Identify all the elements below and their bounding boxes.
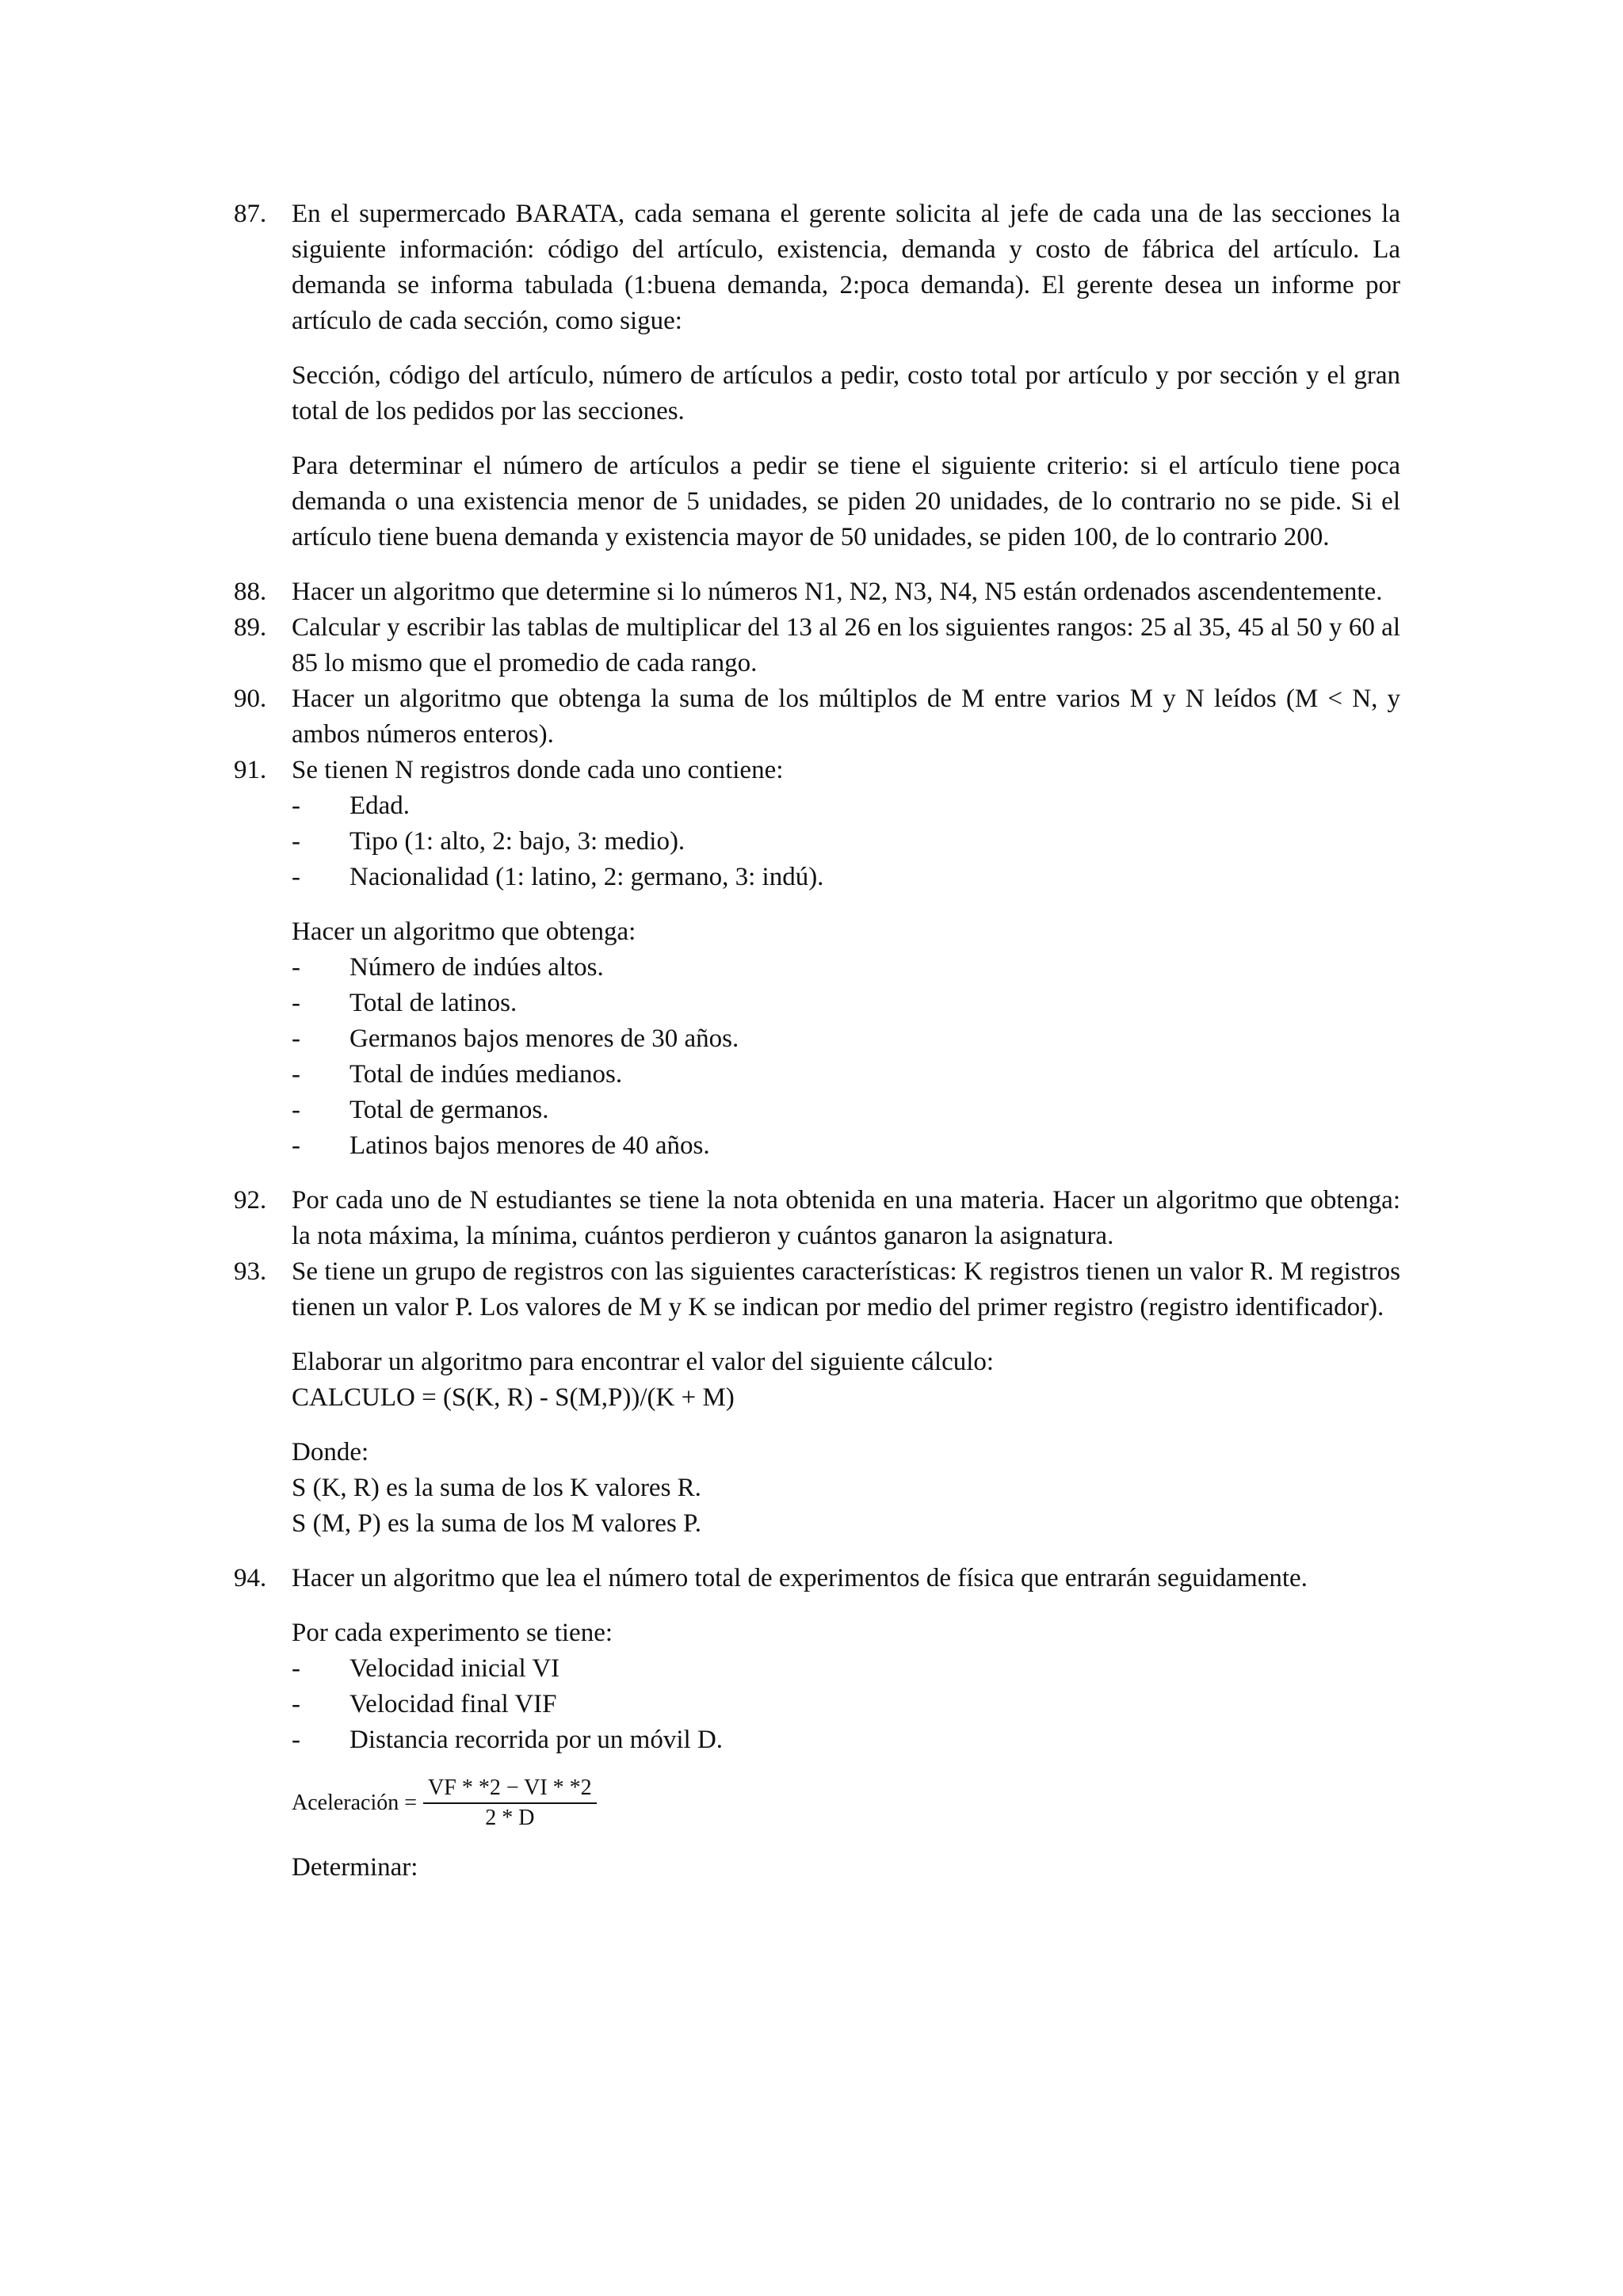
list-dash: -	[292, 1131, 300, 1160]
exercise-92	[234, 1183, 1400, 1254]
paragraph: Hacer un algoritmo que determine si lo números N1, N2, N3, N4, N5 están ordenados ascendentemente.	[292, 578, 1383, 606]
acceleration-formula	[292, 1775, 1400, 1831]
calculation-block	[292, 1344, 1400, 1416]
exercise-91	[234, 753, 1400, 1164]
list-item-text: Germanos bajos menores de 30 años.	[349, 1024, 739, 1053]
list-dash: -	[292, 1654, 300, 1683]
list-item	[292, 986, 1400, 1021]
paragraph: Se tienen N registros donde cada uno contiene:	[292, 756, 784, 784]
list-item-text: Latinos bajos menores de 40 años.	[349, 1131, 710, 1160]
calculation-formula: CALCULO = (S(K, R) - S(M,P))/(K + M)	[292, 1383, 735, 1412]
list-dash: -	[292, 1690, 300, 1718]
list-dash: -	[292, 1024, 300, 1053]
item-number: 89.	[234, 613, 267, 642]
text-line: S (K, R) es la suma de los K valores R.	[292, 1474, 701, 1502]
list-item	[292, 1093, 1400, 1128]
item-number: 93.	[234, 1257, 267, 1286]
list-item-text: Tipo (1: alto, 2: bajo, 3: medio).	[349, 827, 685, 856]
item-number: 94.	[234, 1564, 267, 1592]
paragraph: Hacer un algoritmo que obtenga:	[292, 917, 636, 946]
exercise-94	[234, 1561, 1400, 1886]
item-number: 88.	[234, 578, 267, 606]
list-item-text: Velocidad inicial VI	[349, 1654, 560, 1683]
list-dash: -	[292, 989, 300, 1017]
document-page	[234, 196, 1400, 1886]
exercise-90	[234, 681, 1400, 753]
paragraph: Hacer un algoritmo que lea el número total de experimentos de física que entrarán seguidamente.	[292, 1564, 1308, 1592]
list-dash: -	[292, 1096, 300, 1124]
list-dash: -	[292, 953, 300, 982]
text-line: S (M, P) es la suma de los M valores P.	[292, 1509, 701, 1538]
list-item	[292, 1687, 1400, 1722]
exercise-87	[234, 196, 1400, 555]
list-item-text: Velocidad final VIF	[349, 1690, 557, 1718]
item-number: 91.	[234, 756, 267, 784]
item-number: 87.	[234, 200, 267, 228]
formula-label: Aceleración =	[292, 1791, 418, 1815]
exercise-93	[234, 1254, 1400, 1542]
list-dash: -	[292, 827, 300, 856]
paragraph: Hacer un algoritmo que obtenga la suma de los múltiplos de M entre varios M y N leídos (M < N, y ambos números enteros).	[292, 685, 1400, 749]
list-item	[292, 950, 1400, 986]
list-item	[292, 1722, 1400, 1758]
paragraph: Determinar:	[292, 1853, 418, 1882]
list-item	[292, 1021, 1400, 1057]
item-number: 92.	[234, 1186, 267, 1215]
list-item	[292, 1057, 1400, 1093]
experiment-data-list	[292, 1651, 1400, 1758]
list-item-text: Nacionalidad (1: latino, 2: germano, 3: indú).	[349, 863, 824, 891]
list-item-text: Total de germanos.	[349, 1096, 549, 1124]
list-item-text: Edad.	[349, 791, 411, 820]
list-item-text: Total de indúes medianos.	[349, 1060, 623, 1089]
formula-numerator: VF * *2 − VI * *2	[423, 1775, 597, 1804]
list-item	[292, 1651, 1400, 1687]
paragraph: Se tiene un grupo de registros con las siguientes características: K registros tienen un valor R. M registros tienen un valor P. Los valores de M y K se indican por medio del primer registro (registro identificador).	[292, 1257, 1400, 1322]
list-item-text: Distancia recorrida por un móvil D.	[349, 1726, 724, 1754]
list-item-text: Número de indúes altos.	[349, 953, 604, 982]
attribute-list	[292, 788, 1400, 895]
list-item	[292, 1128, 1400, 1164]
paragraph: En el supermercado BARATA, cada semana el gerente solicita al jefe de cada una de las secciones la siguiente información: código del artículo, existencia, demanda y costo de fábrica del artículo. La demanda se informa tabulada (1:buena demanda, 2:poca demanda). El gerente desea un informe por artículo de cada sección, como sigue:	[292, 200, 1400, 335]
paragraph: Calcular y escribir las tablas de multiplicar del 13 al 26 en los siguientes rangos: 25 al 35, 45 al 50 y 60 al 85 lo mismo que el promedio de cada rango.	[292, 613, 1400, 677]
paragraph: Sección, código del artículo, número de artículos a pedir, costo total por artículo y por sección y el gran total de los pedidos por las secciones.	[292, 361, 1400, 425]
exercise-89	[234, 610, 1400, 681]
list-dash: -	[292, 1726, 300, 1754]
formula-denominator: 2 * D	[485, 1806, 535, 1830]
list-item	[292, 824, 1400, 860]
list-item-text: Total de latinos.	[349, 989, 517, 1017]
list-dash: -	[292, 863, 300, 891]
exercise-88	[234, 574, 1400, 610]
list-item	[292, 860, 1400, 895]
paragraph: Por cada experimento se tiene:	[292, 1619, 613, 1647]
text-line: Donde:	[292, 1438, 369, 1466]
list-dash: -	[292, 1060, 300, 1089]
paragraph: Para determinar el número de artículos a pedir se tiene el siguiente criterio: si el artículo tiene poca demanda o una existencia menor de 5 unidades, se piden 20 unidades, de lo contrario no se pide. Si el artículo tiene buena demanda y existencia mayor de 50 unidades, se piden 100, de lo contrario 200.	[292, 452, 1400, 551]
list-item	[292, 788, 1400, 824]
item-number: 90.	[234, 685, 267, 713]
list-dash: -	[292, 791, 300, 820]
formula-fraction	[423, 1775, 597, 1831]
output-list	[292, 950, 1400, 1164]
text-line: Elaborar un algoritmo para encontrar el valor del siguiente cálculo:	[292, 1348, 995, 1376]
definitions-block	[292, 1435, 1400, 1542]
paragraph: Por cada uno de N estudiantes se tiene la nota obtenida en una materia. Hacer un algoritmo que obtenga: la nota máxima, la mínima, cuántos perdieron y cuántos ganaron la asignatura.	[292, 1186, 1400, 1250]
